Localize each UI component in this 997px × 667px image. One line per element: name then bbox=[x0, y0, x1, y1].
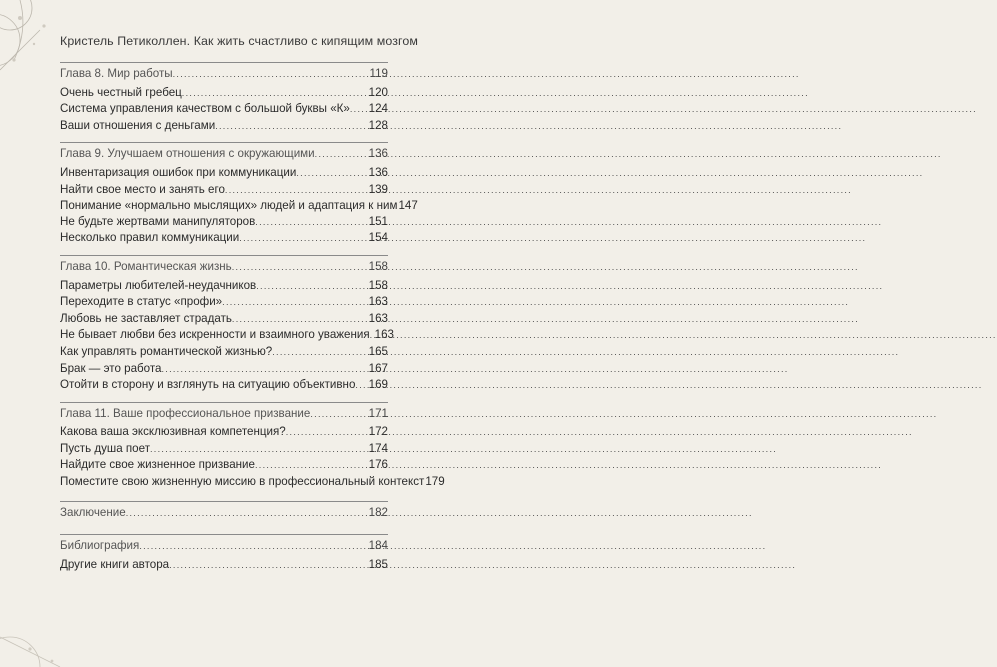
toc-entry-title: Ваши отношения с деньгами bbox=[60, 118, 216, 132]
dot-leader bbox=[139, 539, 367, 555]
chapter-heading-title: Глава 11. Ваше профессиональное призвание bbox=[60, 406, 311, 420]
chapter-heading bbox=[60, 502, 388, 524]
toc-entry-title: Брак — это работа bbox=[60, 361, 162, 375]
toc-entry-title: Не будьте жертвами манипуляторов bbox=[60, 214, 256, 228]
toc-entry bbox=[60, 182, 388, 199]
toc-entry bbox=[60, 311, 388, 328]
running-title: Кристель Петиколлен. Как жить счастливо с кипящим мозгом bbox=[60, 34, 418, 48]
toc-entry bbox=[60, 441, 388, 458]
dot-leader bbox=[315, 147, 368, 163]
dot-leader bbox=[255, 458, 368, 474]
toc-entry-page: 147 bbox=[398, 199, 418, 213]
toc-entry-page: 169 bbox=[368, 378, 388, 392]
toc-entry-title: Система управления качеством с большой буквы «К» bbox=[60, 102, 350, 116]
dot-leader bbox=[350, 102, 368, 118]
toc-entry-title: Переходите в статус «профи» bbox=[60, 295, 223, 309]
corner-decoration-bottom bbox=[0, 597, 80, 667]
table-of-contents bbox=[60, 62, 445, 573]
dot-leader bbox=[169, 558, 368, 574]
toc-section bbox=[60, 534, 388, 573]
toc-section bbox=[60, 62, 388, 134]
dot-leader bbox=[272, 345, 367, 361]
toc-section bbox=[60, 255, 394, 394]
toc-entry bbox=[60, 557, 388, 574]
toc-entry bbox=[60, 214, 388, 231]
toc-entry bbox=[60, 294, 388, 311]
toc-entry-title: Как управлять романтической жизнью? bbox=[60, 344, 273, 358]
toc-entry-title: Пусть душа поет bbox=[60, 441, 150, 455]
dot-leader bbox=[239, 231, 367, 247]
dot-leader bbox=[150, 442, 368, 458]
toc-entry-title: Понимание «нормально мыслящих» людей и адаптация к ним bbox=[60, 199, 398, 213]
toc-entry-title: Не бывает любви без искренности и взаимного уважения bbox=[60, 328, 370, 342]
toc-entry-title: Какова ваша эксклюзивная компетенция? bbox=[60, 425, 286, 439]
chapter-heading bbox=[60, 143, 388, 165]
dot-leader bbox=[232, 312, 368, 328]
dot-leader bbox=[310, 407, 367, 423]
toc-entry bbox=[60, 165, 388, 182]
toc-entry bbox=[60, 457, 388, 474]
toc-entry-title: Другие книги автора bbox=[60, 557, 170, 571]
toc-entry bbox=[60, 327, 394, 344]
toc-section bbox=[60, 501, 388, 524]
dot-leader bbox=[215, 119, 367, 135]
toc-entry-title: Инвентаризация ошибок при коммуникации bbox=[60, 165, 297, 179]
toc-entry-page: 163 bbox=[374, 328, 394, 342]
dot-leader bbox=[222, 295, 368, 311]
chapter-heading bbox=[60, 535, 388, 557]
toc-entry bbox=[60, 118, 388, 135]
toc-entry-title: Отойти в сторону и взглянуть на ситуацию объективно bbox=[60, 378, 356, 392]
toc-section bbox=[60, 142, 418, 247]
dot-leader bbox=[225, 183, 368, 199]
toc-entry-page: 151 bbox=[368, 214, 388, 228]
chapter-heading-page: 158 bbox=[368, 259, 388, 273]
toc-entry-page: 124 bbox=[368, 102, 388, 116]
chapter-heading bbox=[60, 63, 388, 85]
dot-leader bbox=[173, 67, 369, 83]
toc-entry-page: 174 bbox=[368, 441, 388, 455]
toc-section bbox=[60, 402, 445, 490]
toc-entry-page: 136 bbox=[368, 165, 388, 179]
chapter-heading-page: 171 bbox=[368, 406, 388, 420]
toc-entry bbox=[60, 474, 445, 490]
toc-entry bbox=[60, 424, 388, 441]
toc-entry-page: 172 bbox=[368, 425, 388, 439]
toc-entry-page: 163 bbox=[368, 295, 388, 309]
toc-entry-page: 154 bbox=[368, 231, 388, 245]
toc-entry-page: 158 bbox=[368, 278, 388, 292]
toc-entry-title: Несколько правил коммуникации bbox=[60, 231, 240, 245]
chapter-heading-title: Глава 8. Мир работы bbox=[60, 67, 173, 80]
toc-entry bbox=[60, 198, 418, 214]
chapter-heading bbox=[60, 403, 388, 425]
dot-leader bbox=[296, 166, 367, 182]
toc-entry-title: Найдите свое жизненное призвание bbox=[60, 458, 255, 472]
toc-entry-page: 163 bbox=[368, 311, 388, 325]
chapter-heading-page: 184 bbox=[368, 539, 388, 553]
dot-leader bbox=[286, 425, 368, 441]
chapter-heading bbox=[60, 256, 388, 278]
toc-entry-page: 120 bbox=[368, 85, 388, 99]
toc-entry bbox=[60, 101, 388, 118]
toc-entry-title: Найти свое место и занять его bbox=[60, 182, 225, 196]
toc-entry-title: Любовь не заставляет страдать bbox=[60, 311, 232, 325]
toc-entry bbox=[60, 230, 388, 247]
toc-entry-page: 139 bbox=[368, 182, 388, 196]
dot-leader bbox=[126, 506, 368, 522]
toc-entry-page: 185 bbox=[368, 557, 388, 571]
toc-entry bbox=[60, 278, 388, 295]
chapter-heading-page: 119 bbox=[369, 67, 388, 80]
dot-leader bbox=[256, 279, 367, 295]
toc-entry bbox=[60, 377, 388, 394]
chapter-heading-page: 182 bbox=[368, 505, 388, 519]
toc-entry-title: Очень честный гребец bbox=[60, 85, 182, 99]
dot-leader bbox=[182, 86, 368, 102]
toc-entry-title: Поместите свою жизненную миссию в профессиональный контекст bbox=[60, 475, 425, 489]
toc-entry-page: 167 bbox=[368, 361, 388, 375]
chapter-heading-title: Глава 9. Улучшаем отношения с окружающими bbox=[60, 147, 315, 161]
corner-decoration-top bbox=[0, 0, 60, 100]
toc-entry bbox=[60, 361, 388, 378]
dot-leader bbox=[161, 362, 367, 378]
chapter-heading-title: Глава 10. Романтическая жизнь bbox=[60, 259, 232, 273]
chapter-heading-page: 136 bbox=[368, 147, 388, 161]
toc-entry-title: Параметры любителей-неудачников bbox=[60, 278, 257, 292]
chapter-heading-title: Заключение bbox=[60, 505, 126, 519]
dot-leader bbox=[255, 215, 367, 231]
toc-entry-page: 128 bbox=[368, 118, 388, 132]
toc-entry bbox=[60, 85, 388, 102]
toc-entry-page: 176 bbox=[368, 458, 388, 472]
toc-entry-page: 165 bbox=[368, 344, 388, 358]
chapter-heading-title: Библиография bbox=[60, 539, 140, 553]
dot-leader bbox=[232, 260, 368, 276]
toc-entry bbox=[60, 344, 388, 361]
toc-entry-page: 179 bbox=[425, 475, 445, 489]
dot-leader bbox=[355, 378, 367, 394]
